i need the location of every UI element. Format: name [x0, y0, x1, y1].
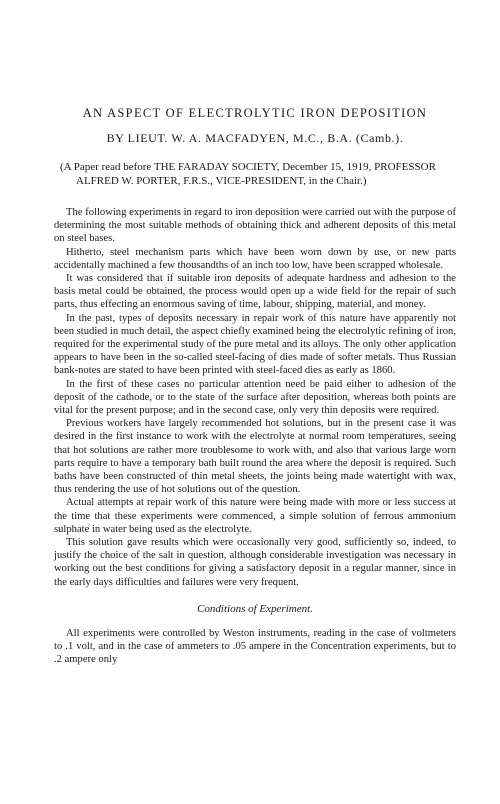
author-byline: BY LIEUT. W. A. MACFADYEN, M.C., B.A. (Camb.). — [106, 131, 404, 145]
paragraph: The following experiments in regard to iron deposition were carried out with the purpose of determining the most suitable methods of obtaining thick and adherent deposits of this metal on steel bases. — [54, 207, 456, 245]
paragraph: This solution gave results which were occasionally very good, sufficiently so, indeed, to justify the choice of the salt in question, although considerable investigation was necessary in working out the best conditions for giving a satisfactory deposit in a regular manner, since in the early days difficulties and failures were very frequent. — [54, 537, 456, 588]
paragraph: All experiments were controlled by Weston instruments, reading in the case of voltmeters to .1 volt, and in the case of ammeters to .05 ampere in the Concentration experiments, but to .2 ampere only — [54, 627, 456, 666]
section-heading: Conditions of Experiment. — [197, 602, 313, 615]
paragraph: Previous workers have largely recommended hot solutions, but in the present case it was desired in the first instance to work with the electrolyte at normal room temperatures, seeing that hot solutions are rather more troublesome to work with, and also that various large worn parts require to have a temporary bath built round the area where the deposit is required. Such baths have been constructed of thin metal sheets, the joints being made watertight with wax, thus rendering the use of hot solutions out of the question. — [54, 418, 456, 496]
presentation-note-line-1: (A Paper read before THE FARADAY SOCIETY, December 15, 1919, PROFESSOR — [60, 161, 436, 173]
presentation-note — [54, 160, 456, 188]
paragraph: Actual attempts at repair work of this nature were being made with more or less success at the time that these experiments were commenced, a simple solution of ferrous ammonium sulphate in water being used as the electrolyte. — [54, 497, 456, 535]
presentation-note-line-2: ALFRED W. PORTER, F.R.S., VICE-PRESIDENT, in the Chair.) — [76, 175, 367, 187]
paragraph: In the first of these cases no particular attention need be paid either to adhesion of the deposit of the cathode, or to the state of the surface after deposition, whereas both points are vital for the present purpose; and in the second case, only very thin deposits were required. — [54, 378, 456, 417]
paragraph: It was considered that if suitable iron deposits of adequate hardness and adhesion to the basis metal could be obtained, the process would open up a wide field for the repair of such parts, thus effecting an enormous saving of time, labour, shipping, material, and money. — [54, 273, 456, 311]
article-title: AN ASPECT OF ELECTROLYTIC IRON DEPOSITION — [82, 106, 428, 120]
paragraph: Hitherto, steel mechanism parts which have been worn down by use, or new parts accidentally machined a few thousandths of an inch too low, have been scrapped wholesale. — [54, 246, 456, 271]
article-body — [54, 206, 456, 667]
paragraph: In the past, types of deposits necessary in repair work of this nature have apparently not been studied in much detail, the aspect chiefly examined being the electrolytic refining of iron, required for the experimental study of the pure metal and its alloys. The only other application appears to have been in the so-called steel-facing of dies made of softer metals. Thus Russian bank-notes are stated to have been printed with steel-faced dies as early as 1860. — [54, 312, 456, 377]
